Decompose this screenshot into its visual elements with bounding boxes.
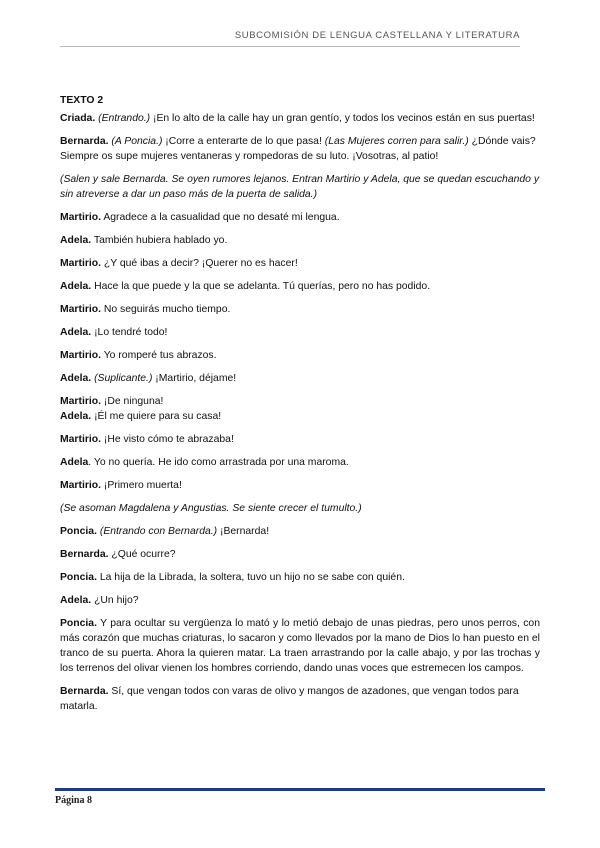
dialogue-line [60, 325, 540, 340]
dialogue-text: Hace la que puede y la que se adelanta. Tú querías, pero no has podido. [91, 281, 431, 292]
dialogue-line [60, 279, 540, 294]
speaker-name: Martirio. [60, 396, 101, 407]
dialogue-text: También hubiera hablado yo. [91, 235, 228, 246]
speaker-name: Martirio. [60, 350, 101, 361]
dialogue-text: ¡En lo alto de la calle hay un gran gentío, y todos los vecinos están en sus puertas! [150, 113, 535, 124]
speaker-name: Bernarda. [60, 686, 109, 697]
speaker-name: Martirio. [60, 434, 101, 445]
speaker-name: Martirio. [60, 258, 101, 269]
speaker-name: Adela. [60, 235, 92, 246]
dialogue-line [60, 478, 540, 493]
dialogue-text: ¿Dónde vais? Siempre os supe mujeres ventaneras y rompedoras de su luto. ¡Vosotras, al patio! [60, 136, 536, 162]
dialogue-line [60, 210, 540, 225]
section-title: TEXTO 2 [60, 95, 104, 106]
dialogue-text: ¡Bernarda! [217, 526, 270, 537]
dialogue-text: ¿Y qué ibas a decir? ¡Querer no es hacer! [101, 258, 298, 269]
footer-divider [55, 788, 545, 791]
dialogue-line [60, 616, 540, 676]
speaker-name: Bernarda. [60, 136, 109, 147]
stage-direction: (Suplicante.) [94, 373, 153, 384]
dialogue-line [60, 256, 540, 271]
speaker-name: Adela. [60, 411, 92, 422]
dialogue-text: ¡Martirio, déjame! [152, 373, 237, 384]
speaker-name: Poncia. [60, 618, 97, 629]
speaker-name: Adela. [60, 373, 92, 384]
dialogue-text: Sí, que vengan todos con varas de olivo y mangos de azadones, que vengan todos para matarla. [60, 686, 519, 712]
stage-direction: (Se asoman Magdalena y Angustias. Se siente crecer el tumulto.) [60, 503, 362, 514]
stage-direction-line [60, 172, 540, 202]
speaker-name: Martirio. [60, 480, 101, 491]
dialogue-line [60, 593, 540, 608]
dialogue-line [60, 409, 540, 424]
dialogue-line [60, 432, 540, 447]
dialogue-text: . Yo no quería. He ido como arrastrada por una maroma. [88, 457, 349, 468]
dialogue-line [60, 684, 540, 714]
header-divider [60, 46, 520, 47]
stage-direction: (Salen y sale Bernarda. Se oyen rumores lejanos. Entran Martirio y Adela, que se quedan escuchando y sin atreverse a dar un paso más de la puerta de salida.) [60, 174, 540, 200]
dialogue-line [60, 134, 540, 164]
dialogue-text: ¡He visto cómo te abrazaba! [101, 434, 234, 445]
dialogue-text: Yo romperé tus abrazos. [101, 350, 217, 361]
dialogue-text: ¡Él me quiere para su casa! [91, 411, 222, 422]
dialogue-text: No seguirás mucho tiempo. [101, 304, 231, 315]
dialogue-line [60, 371, 540, 386]
stage-direction-line [60, 501, 540, 516]
dialogue-line [60, 455, 540, 470]
speaker-name: Poncia. [60, 526, 97, 537]
dialogue-text: ¡Corre a enterarte de lo que pasa! [162, 136, 325, 147]
speaker-name: Adela. [60, 595, 92, 606]
dialogue-text: Agradece a la casualidad que no desaté mi lengua. [101, 212, 340, 223]
speaker-name: Adela [60, 457, 89, 468]
dialogue-line [60, 111, 540, 126]
dialogue-line [60, 302, 540, 317]
speaker-name: Poncia. [60, 572, 97, 583]
page-number: Página 8 [55, 795, 92, 806]
speaker-name: Adela. [60, 281, 92, 292]
dialogue-line [60, 348, 540, 363]
stage-direction: (A Poncia.) [111, 136, 163, 147]
dialogue-line [60, 547, 540, 562]
speaker-name: Bernarda. [60, 549, 109, 560]
dialogue-line [60, 394, 540, 409]
page-header: SUBCOMISIÓN DE LENGUA CASTELLANA Y LITERATURA [234, 30, 520, 41]
dialogue-text: ¡De ninguna! [101, 396, 164, 407]
dialogue-text: ¡Lo tendré todo! [91, 327, 168, 338]
speaker-name: Martirio. [60, 304, 101, 315]
dialogue-text: La hija de la Librada, la soltera, tuvo un hijo no se sabe con quién. [96, 572, 405, 583]
dialogue-text: ¿Qué ocurre? [108, 549, 176, 560]
stage-direction: (Entrando.) [98, 113, 151, 124]
dialogue-line [60, 570, 540, 585]
stage-direction: (Entrando con Bernarda.) [99, 526, 218, 537]
dialogue-text: Y para ocultar su vergüenza lo mató y lo metió debajo de unas piedras, pero unos perros, con más corazón que muchas criaturas, lo sacaron y como llevados por la mano de Dios lo han puesto en el tranco de su puerta. Ahora la quieren matar. La traen arrastrando por la calle abajo, y por las trochas y los terrenos del olivar vienen los hombres corriendo, dando unas voces que estremecen los campos. [60, 618, 540, 674]
stage-direction: (Las Mujeres corren para salir.) [324, 136, 469, 147]
dialogue-line [60, 524, 540, 539]
dialogue-text: ¡Primero muerta! [101, 480, 182, 491]
speaker-name: Criada. [60, 113, 96, 124]
dialogue-text: ¿Un hijo? [91, 595, 139, 606]
speaker-name: Martirio. [60, 212, 101, 223]
dialogue-line [60, 233, 540, 248]
document-body [60, 93, 540, 722]
speaker-name: Adela. [60, 327, 92, 338]
